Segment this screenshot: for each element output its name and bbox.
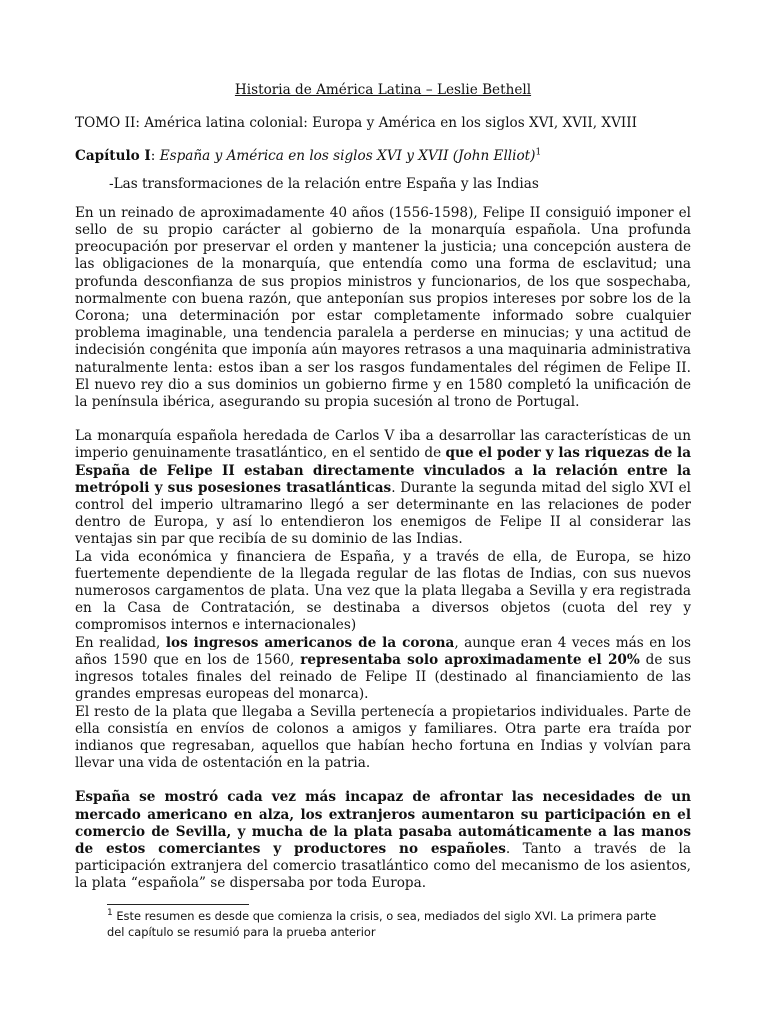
paragraph-1: En un reinado de aproximadamente 40 años (1556-1598), Felipe II consiguió imponer el sello de su propio carácter al gobierno de la monarquía española. Una profunda preocupación por preservar el orden y mantener la justicia; una concepción austera de las obligaciones de la monarquía, que entendía como una forma de esclavitud; una profunda desconfianza de sus propios ministros y funcionarios, de los que sospechaba, normalmente con buena razón, que anteponían sus propios intereses por sobre los de la Corona; una determinación por estar completamente informado sobre cualquier problema imaginable, una tendencia paralela a perderse en minucias; y una actitud de indecisión congénita que imponía aún mayores retrasos a una maquinaria administrativa naturalmente lenta: estos iban a ser los rasgos fundamentales del régimen de Felipe II. El nuevo rey dio a sus dominios un gobierno firme y en 1580 completó la unificación de la península ibérica, asegurando su propia sucesión al trono de Portugal. xyxy=(75,204,691,411)
chapter-heading xyxy=(75,148,691,165)
footnote-reference[interactable]: 1 xyxy=(535,147,542,158)
paragraph-2-text-a: La monarquía española heredada de Carlos V iba a desarrollar las características de un imperio genuinamente trasatlántico, en el sentido de xyxy=(75,428,691,462)
section-subtitle: -Las transformaciones de la relación entre España y las Indias xyxy=(109,175,539,192)
paragraph-4-text-e: de sus ingresos totales finales del reinado de Felipe II (destinado al financiamiento de las grandes empresas europeas del monarca). xyxy=(75,651,691,703)
document-title: Historia de América Latina – Leslie Bethell xyxy=(234,82,532,98)
paragraph-gap xyxy=(75,411,691,428)
paragraph-6 xyxy=(75,789,691,892)
paragraph-4-bold-b: representaba solo aproximadamente el 20% xyxy=(300,651,640,668)
footnote-text: Este resumen es desde que comienza la crisis, o sea, mediados del siglo XVI. La primera parte del capítulo se resumió para la prueba anterior xyxy=(107,909,657,939)
chapter-separator: : xyxy=(150,148,160,165)
footnote xyxy=(107,908,667,940)
chapter-title: España y América en los siglos XVI y XVII (John Elliot) xyxy=(159,148,536,165)
paragraph-4-text-c: , aunque eran 4 veces más en los años 1590 que en los de 1560, xyxy=(75,634,692,668)
paragraph-2-bold: que el poder y las riquezas de la España de Felipe II estaban directamente vinculados a la relación entre la metrópoli y sus posesiones trasatlánticas xyxy=(75,445,692,496)
paragraph-6-bold: España se mostró cada vez más incapaz de afrontar las necesidades de un mercado americano en alza, los extranjeros aumentaron su participación en el comercio de Sevilla, y mucha de la plata pasaba automáticamente a las manos de estos comerciantes y productores no españoles xyxy=(75,789,691,857)
paragraph-2 xyxy=(75,428,691,548)
document-body xyxy=(75,82,691,893)
paragraph-gap xyxy=(75,772,691,789)
paragraph-2-text-c: . Durante la segunda mitad del siglo XVI el control del imperio ultramarino llegó a ser determinante en las relaciones de poder dentro de Europa, y así lo entendieron los enemigos de Felipe II al considerar las ventajas sin par que recibía de su dominio de las Indias. xyxy=(75,479,691,548)
paragraph-6-text-b: . Tanto a través de la participación extranjera del comercio trasatlántico como del mecanismo de los asientos, la plata “española” se dispersaba por toda Europa. xyxy=(75,840,691,892)
tomo-heading: TOMO II: América latina colonial: Europa y América en los siglos XVI, XVII, XVIII xyxy=(75,115,638,132)
footnote-divider xyxy=(107,904,249,905)
footnote-number: 1 xyxy=(107,908,113,919)
paragraph-5: El resto de la plata que llegaba a Sevilla pertenecía a propietarios individuales. Parte de ella consistía en envíos de colonos a amigos y familiares. Otra parte era traída por indianos que regresaban, aquellos que habían hecho fortuna en Indias y volvían para llevar una vida de ostentación en la patria. xyxy=(75,703,691,772)
paragraph-4-bold-a: los ingresos americanos de la corona xyxy=(165,634,455,651)
chapter-label: Capítulo I xyxy=(75,148,151,165)
paragraph-4-text-a: En realidad, xyxy=(75,634,166,651)
paragraph-3: La vida económica y financiera de España, y a través de ella, de Europa, se hizo fuertemente dependiente de la llegada regular de las flotas de Indias, con sus nuevos numerosos cargamentos de plata. Una vez que la plata llegaba a Sevilla y era registrada en la Casa de Contratación, se destinaba a diversos objetos (cuota del rey y compromisos internos e internacionales) xyxy=(75,548,691,634)
paragraph-4 xyxy=(75,635,691,704)
